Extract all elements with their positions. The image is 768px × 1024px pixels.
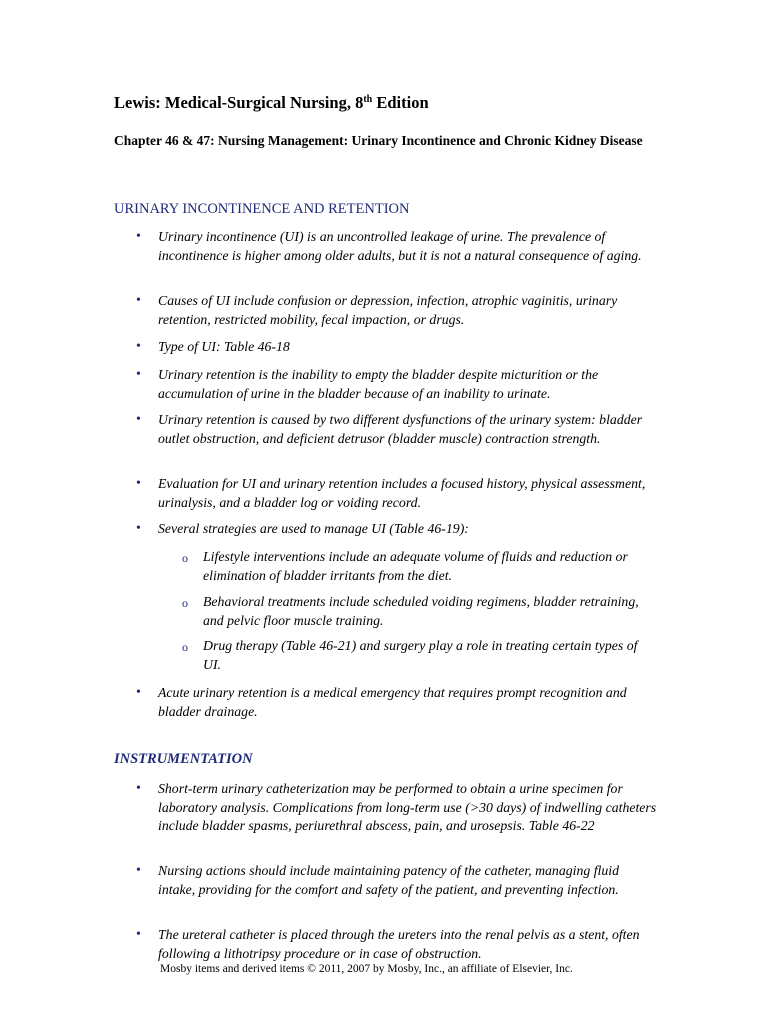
list-item-text: The ureteral catheter is placed through the ureters into the renal pelvis as a stent, often following a lithotripsy procedure or in case of obstruction. (158, 927, 640, 961)
bullet-marker: • (136, 339, 141, 354)
list-item (136, 411, 658, 448)
sub-list-item (182, 548, 658, 585)
sub-list-item (182, 593, 658, 630)
list-item-text: Urinary retention is caused by two different dysfunctions of the urinary system: bladder outlet obstruction, and deficient detrusor (bladder muscle) contraction strength. (158, 412, 643, 446)
book-title-suffix: Edition (372, 93, 429, 112)
list-item-text: Nursing actions should include maintaining patency of the catheter, managing fluid intake, providing for the comfort and safety of the patient, and preventing infection. (158, 863, 620, 897)
list-item-text: Urinary retention is the inability to empty the bladder despite micturition or the accumulation of urine in the bladder because of an inability to urinate. (158, 367, 599, 401)
list-item (136, 520, 658, 539)
list-item (136, 292, 658, 329)
list-item (136, 780, 658, 836)
list-item (136, 228, 658, 265)
list-item-text: Several strategies are used to manage UI (Table 46-19): (158, 521, 469, 536)
bullet-marker: • (136, 781, 141, 796)
list-item (136, 926, 658, 963)
list-item (136, 862, 658, 899)
chapter-title: Chapter 46 & 47: Nursing Management: Urinary Incontinence and Chronic Kidney Disease (114, 133, 643, 148)
bullet-marker: • (136, 927, 141, 942)
bullet-marker: • (136, 685, 141, 700)
list-item (136, 684, 658, 721)
bullet-marker: • (136, 476, 141, 491)
book-title (114, 93, 429, 113)
list-item-text: Evaluation for UI and urinary retention includes a focused history, physical assessment, urinalysis, and a bladder log or voiding record. (158, 476, 646, 510)
list-item (136, 366, 658, 403)
bullet-marker: • (136, 412, 141, 427)
book-title-superscript: th (363, 94, 373, 105)
bullet-marker: • (136, 367, 141, 382)
bullet-marker: • (136, 229, 141, 244)
section-heading-urinary-incontinence: URINARY INCONTINENCE AND RETENTION (114, 201, 410, 217)
copyright-footer: Mosby items and derived items © 2011, 2007 by Mosby, Inc., an affiliate of Elsevier, Inc. (160, 963, 573, 975)
list-item-text: Short-term urinary catheterization may be performed to obtain a urine specimen for laboratory analysis. Complications from long-term use (>30 days) of indwelling catheters include bladder spasms, periurethral abscess, pain, and urosepsis. Table 46-22 (158, 781, 657, 833)
list-item-text: Type of UI: Table 46-18 (158, 339, 290, 354)
list-item-text: Acute urinary retention is a medical emergency that requires prompt recognition and bladder drainage. (158, 685, 627, 719)
bullet-marker: • (136, 863, 141, 878)
list-item-text: Urinary incontinence (UI) is an uncontrolled leakage of urine. The prevalence of incontinence is higher among older adults, but it is not a natural consequence of aging. (158, 229, 642, 263)
list-item-text: Causes of UI include confusion or depression, infection, atrophic vaginitis, urinary retention, restricted mobility, fecal impaction, or drugs. (158, 293, 618, 327)
sub-bullet-marker: o (182, 596, 188, 610)
sub-list-item-text: Lifestyle interventions include an adequate volume of fluids and reduction or elimination of bladder irritants from the diet. (203, 549, 628, 583)
sub-list-item (182, 637, 658, 674)
sub-bullet-marker: o (182, 551, 188, 565)
sub-list-item-text: Behavioral treatments include scheduled voiding regimens, bladder retraining, and pelvic floor muscle training. (203, 594, 639, 628)
book-title-main: Lewis: Medical-Surgical Nursing, 8 (114, 93, 364, 112)
sub-list-item-text: Drug therapy (Table 46-21) and surgery play a role in treating certain types of UI. (203, 638, 638, 672)
section-heading-instrumentation: INSTRUMENTATION (114, 751, 253, 767)
list-item (136, 338, 658, 357)
bullet-marker: • (136, 293, 141, 308)
list-item (136, 475, 658, 512)
bullet-marker: • (136, 521, 141, 536)
sub-bullet-marker: o (182, 640, 188, 654)
